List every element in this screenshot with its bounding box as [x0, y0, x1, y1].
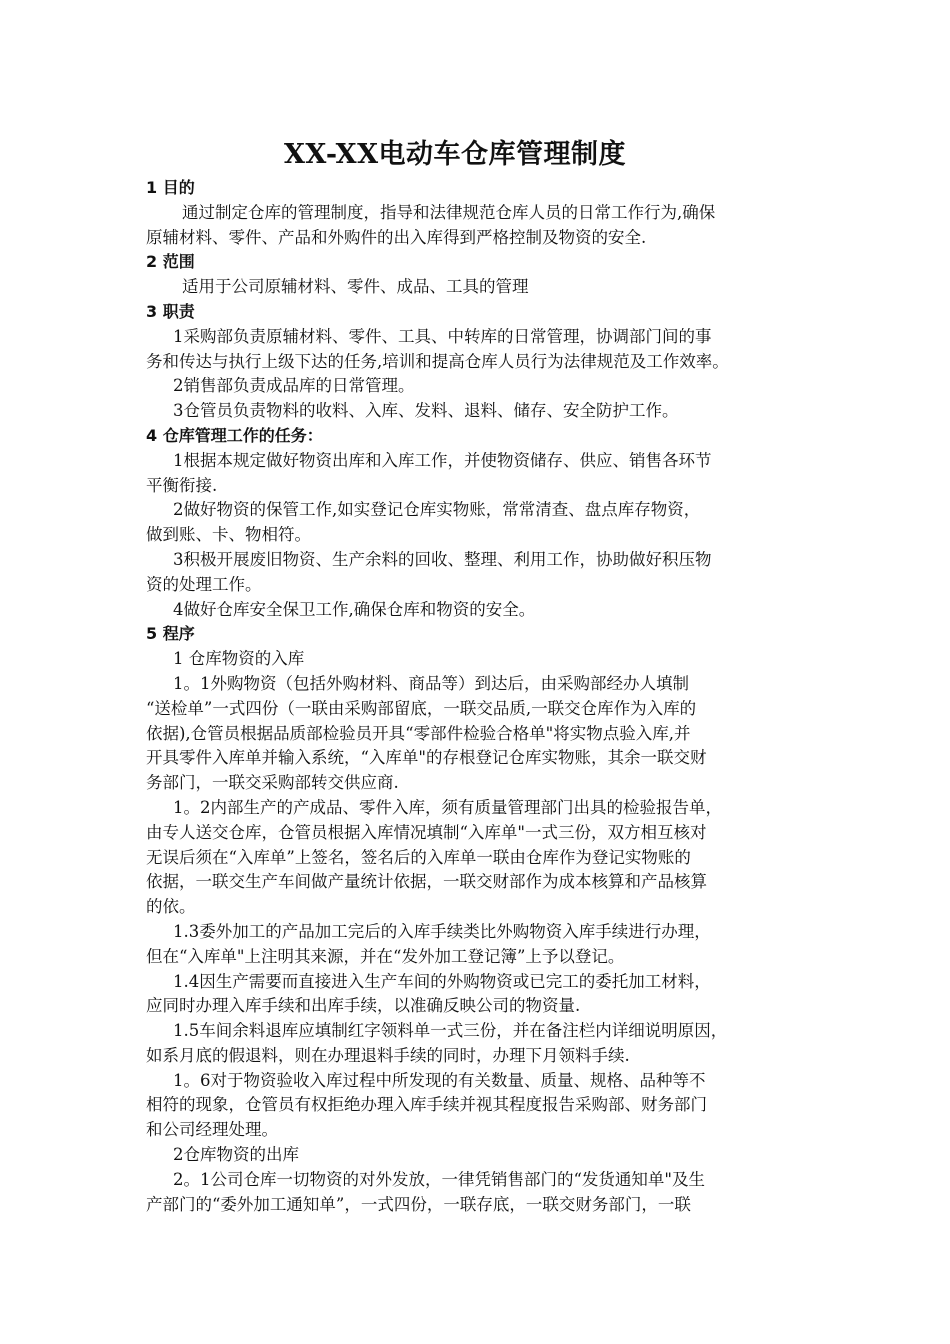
text-line: “送检单”一式四份（一联由采购部留底，一联交品质,一联交仓库作为入库的: [146, 698, 697, 718]
section-heading: 2 范围: [146, 252, 195, 272]
text-line: 1.4因生产需要而直接进入生产车间的外购物资或已完工的委托加工材料，: [173, 971, 711, 991]
text-line: 2销售部负责成品库的日常管理。: [173, 376, 415, 396]
text-line: 适用于公司原辅材料、零件、成品、工具的管理: [182, 277, 529, 297]
text-line: 由专人送交仓库，仓管员根据入库情况填制“入库单"一式三份，双方相互核对: [146, 822, 707, 842]
text-line: 务部门，一联交采购部转交供应商.: [146, 773, 399, 793]
document-title: XX-XX电动车仓库管理制度: [283, 139, 627, 170]
text-line: 平衡衔接.: [146, 475, 218, 495]
text-line: 2。1公司仓库一切物资的对外发放，一律凭销售部门的“发货通知单"及生: [173, 1169, 706, 1189]
section-heading: 3 职责: [146, 301, 195, 321]
text-line: 无误后须在“入库单”上签名，签名后的入库单一联由仓库作为登记实物账的: [146, 847, 691, 867]
text-line: 1 仓库物资的入库: [173, 649, 305, 669]
text-line: 相符的现象，仓管员有权拒绝办理入库手续并视其程度报告采购部、财务部门: [146, 1095, 707, 1115]
text-line: 如系月底的假退料，则在办理退料手续的同时，办理下月领料手续.: [146, 1045, 630, 1065]
section-heading: 1 目的: [146, 178, 195, 197]
text-line: 资的处理工作。: [146, 574, 262, 594]
section-heading: 4 仓库管理工作的任务：: [146, 425, 323, 445]
text-line: 的依。: [146, 897, 196, 917]
text-line: 产部门的“委外加工通知单”，一式四份，一联存底，一联交财务部门，一联: [146, 1194, 691, 1214]
text-line: 原辅材料、零件、产品和外购件的出入库得到严格控制及物资的安全.: [146, 227, 647, 247]
text-line: 1根据本规定做好物资出库和入库工作，并使物资储存、供应、销售各环节: [173, 450, 712, 470]
text-line: 3积极开展废旧物资、生产余料的回收、整理、利用工作，协助做好积压物: [173, 549, 712, 569]
text-line: 务和传达与执行上级下达的任务,培训和提高仓库人员行为法律规范及工作效率。: [146, 351, 729, 371]
text-line: 4做好仓库安全保卫工作,确保仓库和物资的安全。: [173, 599, 536, 619]
text-line: 但在“入库单"上注明其来源，并在“发外加工登记簿”上予以登记。: [146, 946, 625, 966]
text-line: 和公司经理处理。: [146, 1120, 278, 1140]
text-line: 1。1外购物资（包括外购材料、商品等）到达后，由采购部经办人填制: [173, 673, 689, 693]
text-line: 1.3委外加工的产品加工完后的入库手续类比外购物资入库手续进行办理，: [173, 921, 711, 941]
document-body: [146, 176, 810, 1217]
text-line: 1。6对于物资验收入库过程中所发现的有关数量、质量、规格、品种等不: [173, 1070, 706, 1090]
text-line: 依据，一联交生产车间做产量统计依据，一联交财部作为成本核算和产品核算: [146, 872, 707, 892]
text-line: 1采购部负责原辅材料、零件、工具、中转库的日常管理，协调部门间的事: [173, 326, 712, 346]
text-line: 做到账、卡、物相符。: [146, 525, 311, 545]
text-line: 1.5车间余料退库应填制红字领料单一式三份，并在备注栏内详细说明原因，: [173, 1021, 728, 1041]
text-line: 1。2内部生产的产成品、零件入库，须有质量管理部门出具的检验报告单，: [173, 797, 722, 817]
text-line: 应同时办理入库手续和出库手续，以准确反映公司的物资量.: [146, 996, 581, 1016]
text-line: 2仓库物资的出库: [173, 1145, 299, 1165]
text-line: 通过制定仓库的管理制度，指导和法律规范仓库人员的日常工作行为,确保: [182, 202, 716, 222]
text-line: 开具零件入库单并输入系统，“入库单"的存根登记仓库实物账，其余一联交财: [146, 748, 707, 768]
text-line: 3仓管员负责物料的收料、入库、发料、退料、储存、安全防护工作。: [173, 401, 679, 421]
text-line: 依据),仓管员根据品质部检验员开具“零部件检验合格单"将实物点验入库,并: [146, 723, 691, 743]
section-heading: 5 程序: [146, 624, 195, 644]
text-line: 2做好物资的保管工作,如实登记仓库实物账，常常清查、盘点库存物资，: [173, 500, 701, 520]
